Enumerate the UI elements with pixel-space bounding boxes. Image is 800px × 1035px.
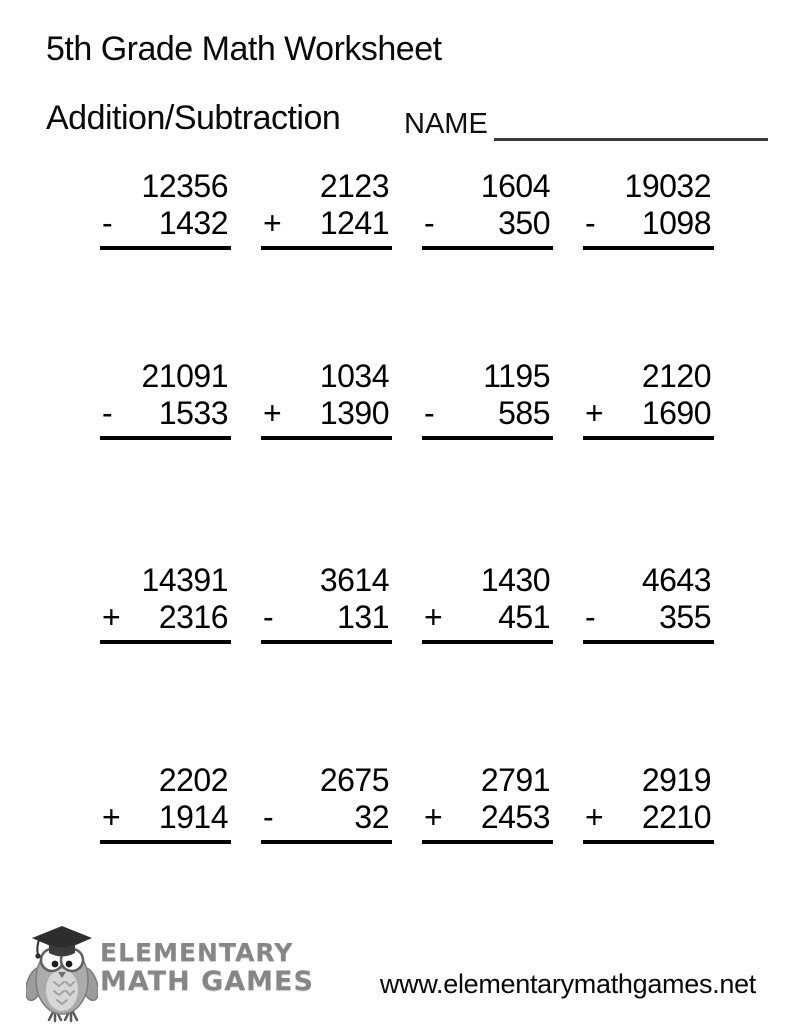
problem-top-operand: 2791 bbox=[480, 762, 550, 798]
problem-top-operand: 1034 bbox=[319, 358, 389, 394]
math-problem bbox=[100, 168, 231, 250]
problem-operator: - bbox=[424, 395, 435, 431]
name-blank-line bbox=[494, 108, 768, 141]
logo-line-elementary: ELEMENTARY bbox=[100, 938, 294, 967]
problem-operator: - bbox=[263, 799, 274, 835]
problem-top-operand: 1604 bbox=[480, 168, 550, 204]
logo-line-math-games: MATH GAMES bbox=[100, 966, 314, 997]
problem-bottom-operand: 355 bbox=[659, 599, 711, 635]
problem-top-operand: 2675 bbox=[319, 762, 389, 798]
problem-operator: + bbox=[424, 799, 443, 835]
math-problem bbox=[583, 358, 714, 440]
logo-wordmark bbox=[100, 940, 314, 995]
problem-top-operand: 3614 bbox=[319, 562, 389, 598]
math-problem bbox=[583, 762, 714, 844]
math-problem bbox=[261, 168, 392, 250]
problem-top-operand: 12356 bbox=[141, 168, 228, 204]
problem-top-operand: 1430 bbox=[480, 562, 550, 598]
problem-bottom-operand: 350 bbox=[498, 205, 550, 241]
problem-operator: + bbox=[424, 599, 443, 635]
problem-top-operand: 2202 bbox=[158, 762, 228, 798]
problem-bottom-operand: 1390 bbox=[319, 395, 389, 431]
problem-bottom-operand: 131 bbox=[337, 599, 389, 635]
problem-bottom-operand: 1533 bbox=[158, 395, 228, 431]
website-url: www.elementarymathgames.net bbox=[379, 969, 756, 999]
problem-bottom-operand: 1432 bbox=[158, 205, 228, 241]
problem-operator: + bbox=[102, 599, 121, 635]
owl-graduate-icon bbox=[26, 924, 98, 1024]
name-label: NAME bbox=[404, 108, 488, 140]
problem-top-operand: 19032 bbox=[624, 168, 711, 204]
problem-top-operand: 2919 bbox=[641, 762, 711, 798]
problem-bottom-operand: 1690 bbox=[641, 395, 711, 431]
math-problem bbox=[422, 762, 553, 844]
problem-bottom-operand: 2453 bbox=[480, 799, 550, 835]
problem-operator: - bbox=[585, 205, 596, 241]
problem-operator: + bbox=[585, 395, 604, 431]
math-problem bbox=[261, 358, 392, 440]
problem-operator: + bbox=[102, 799, 121, 835]
math-problem bbox=[583, 562, 714, 644]
problem-operator: + bbox=[585, 799, 604, 835]
elementary-math-games-logo bbox=[26, 924, 314, 1024]
problem-top-operand: 2123 bbox=[319, 168, 389, 204]
name-block bbox=[404, 108, 768, 141]
problem-bottom-operand: 451 bbox=[498, 599, 550, 635]
problem-bottom-operand: 32 bbox=[354, 799, 389, 835]
math-problem bbox=[100, 762, 231, 844]
problem-top-operand: 1195 bbox=[483, 358, 550, 394]
problem-operator: - bbox=[424, 205, 435, 241]
problem-operator: - bbox=[102, 395, 113, 431]
math-problem bbox=[261, 562, 392, 644]
math-problem bbox=[422, 358, 553, 440]
page-title: 5th Grade Math Worksheet bbox=[46, 30, 442, 68]
problem-top-operand: 2120 bbox=[641, 358, 711, 394]
problem-bottom-operand: 1914 bbox=[158, 799, 228, 835]
worksheet-subtitle: Addition/Subtraction bbox=[46, 99, 341, 137]
problem-bottom-operand: 1241 bbox=[319, 205, 389, 241]
problem-operator: + bbox=[263, 205, 282, 241]
problem-operator: + bbox=[263, 395, 282, 431]
problem-bottom-operand: 585 bbox=[498, 395, 550, 431]
problem-top-operand: 14391 bbox=[141, 562, 228, 598]
problem-operator: - bbox=[263, 599, 274, 635]
problems-grid bbox=[85, 168, 729, 844]
math-problem bbox=[261, 762, 392, 844]
math-problem bbox=[100, 562, 231, 644]
math-problem bbox=[422, 562, 553, 644]
math-problem bbox=[100, 358, 231, 440]
problem-operator: - bbox=[102, 205, 113, 241]
problem-top-operand: 4643 bbox=[641, 562, 711, 598]
math-problem bbox=[583, 168, 714, 250]
math-problem bbox=[422, 168, 553, 250]
problem-top-operand: 21091 bbox=[141, 358, 228, 394]
problem-bottom-operand: 2210 bbox=[641, 799, 711, 835]
problem-bottom-operand: 1098 bbox=[641, 205, 711, 241]
problem-operator: - bbox=[585, 599, 596, 635]
problem-bottom-operand: 2316 bbox=[158, 599, 228, 635]
